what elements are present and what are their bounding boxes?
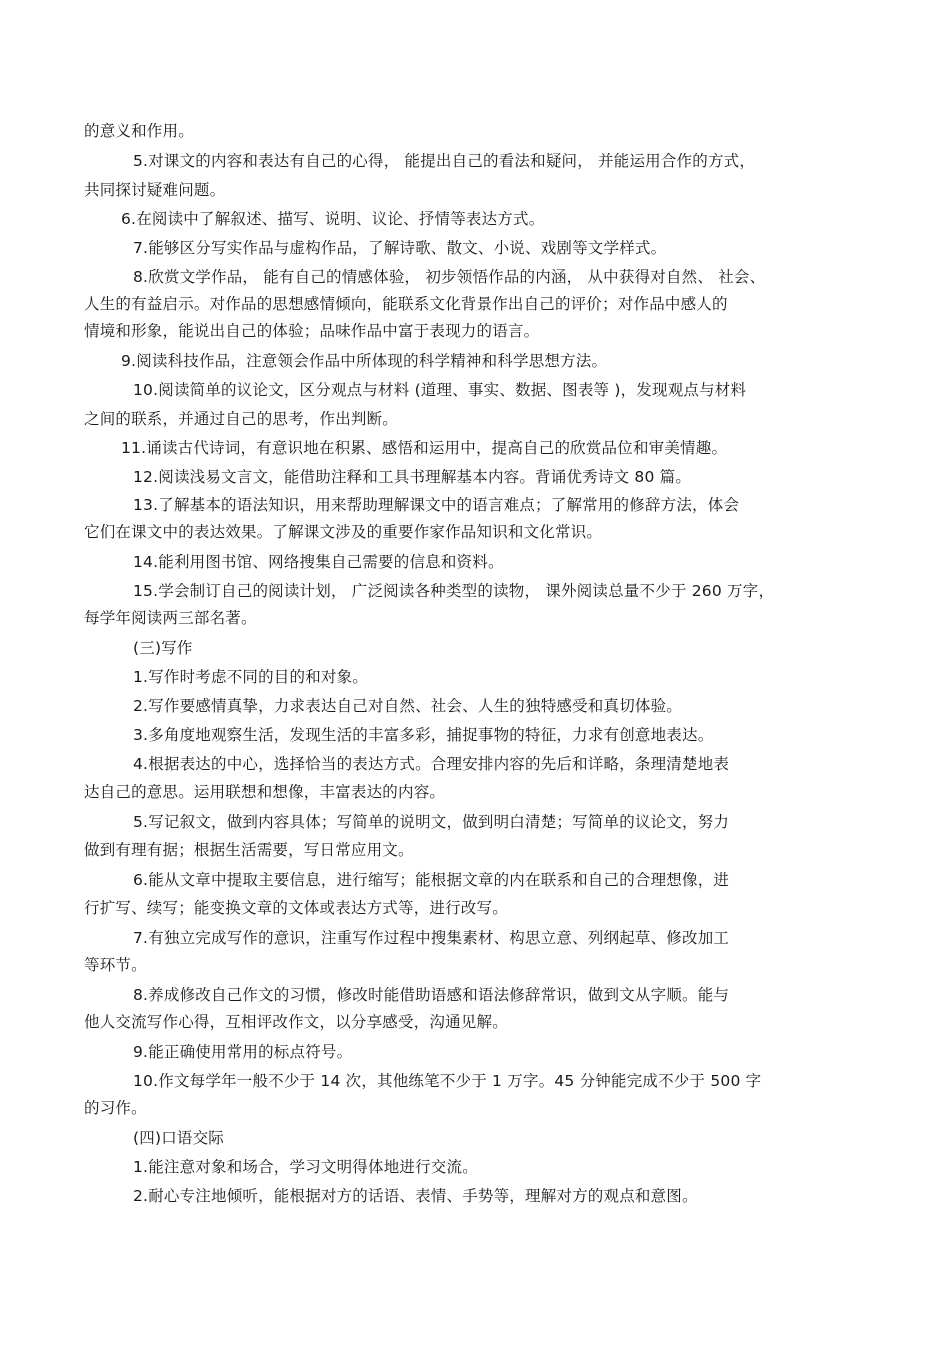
text-line: 8.养成修改自己作文的习惯，修改时能借助语感和语法修辞常识，做到文从字顺。能与 xyxy=(133,986,730,1004)
text-line: 做到有理有据；根据生活需要，写日常应用文。 xyxy=(84,841,414,859)
text-line: 7.能够区分写实作品与虚构作品，了解诗歌、散文、小说、戏剧等文学样式。 xyxy=(133,239,667,257)
text-line: 6.能从文章中提取主要信息，进行缩写；能根据文章的内在联系和自己的合理想像，进 xyxy=(133,871,730,889)
text-line: 13.了解基本的语法知识，用来帮助理解课文中的语言难点；了解常用的修辞方法，体会 xyxy=(133,496,740,514)
text-line: 1.能注意对象和场合，学习文明得体地进行交流。 xyxy=(133,1158,478,1176)
text-line: 2.耐心专注地倾听，能根据对方的话语、表情、手势等，理解对方的观点和意图。 xyxy=(133,1187,698,1205)
text-line: 人生的有益启示。对作品的思想感情倾向，能联系文化背景作出自己的评价；对作品中感人的 xyxy=(84,295,728,313)
text-line: 情境和形象，能说出自己的体验；品味作品中富于表现力的语言。 xyxy=(84,322,540,340)
text-line: 的习作。 xyxy=(84,1099,147,1117)
text-line: 14.能利用图书馆、网络搜集自己需要的信息和资料。 xyxy=(133,553,504,571)
text-line: 的意义和作用。 xyxy=(84,122,194,140)
text-line: 12.阅读浅易文言文，能借助注释和工具书理解基本内容。背诵优秀诗文 80 篇。 xyxy=(133,468,692,486)
text-line: 每学年阅读两三部名著。 xyxy=(84,609,257,627)
text-line: 5.写记叙文，做到内容具体；写简单的说明文，做到明白清楚；写简单的议论文，努力 xyxy=(133,813,730,831)
text-line: 10.作文每学年一般不少于 14 次，其他练笔不少于 1 万字。45 分钟能完成不少于 500 字 xyxy=(133,1072,762,1090)
text-line: 5.对课文的内容和表达有自己的心得， 能提出自己的看法和疑问， 并能运用合作的方式， xyxy=(133,152,756,170)
text-line: 达自己的意思。运用联想和想像，丰富表达的内容。 xyxy=(84,783,446,801)
text-line: 2.写作要感情真挚，力求表达自己对自然、社会、人生的独特感受和真切体验。 xyxy=(133,697,682,715)
section-heading-writing: (三)写作 xyxy=(133,639,193,657)
text-line: 8.欣赏文学作品， 能有自己的情感体验， 初步领悟作品的内涵， 从中获得对自然、 社会、 xyxy=(133,268,766,286)
text-line: 共同探讨疑难问题。 xyxy=(84,181,226,199)
text-line: 之间的联系，并通过自己的思考，作出判断。 xyxy=(84,410,399,428)
text-line: 它们在课文中的表达效果。了解课文涉及的重要作家作品知识和文化常识。 xyxy=(84,523,603,541)
text-line: 10.阅读简单的议论文，区分观点与材料 (道理、事实、数据、图表等 )，发现观点与材料 xyxy=(133,381,747,399)
text-line: 4.根据表达的中心，选择恰当的表达方式。合理安排内容的先后和详略，条理清楚地表 xyxy=(133,755,730,773)
text-line: 他人交流写作心得，互相评改作文，以分享感受，沟通见解。 xyxy=(84,1013,508,1031)
text-line: 6.在阅读中了解叙述、描写、说明、议论、抒情等表达方式。 xyxy=(121,210,545,228)
text-line: 3.多角度地观察生活，发现生活的丰富多彩，捕捉事物的特征，力求有创意地表达。 xyxy=(133,726,714,744)
text-line: 9.能正确使用常用的标点符号。 xyxy=(133,1043,353,1061)
text-line: 11.诵读古代诗词，有意识地在积累、感悟和运用中，提高自己的欣赏品位和审美情趣。 xyxy=(121,439,728,457)
text-line: 等环节。 xyxy=(84,956,147,974)
text-line: 15.学会制订自己的阅读计划， 广泛阅读各种类型的读物， 课外阅读总量不少于 260 万字， xyxy=(133,582,775,600)
section-heading-oral-communication: (四)口语交际 xyxy=(133,1129,224,1147)
text-line: 行扩写、续写；能变换文章的文体或表达方式等，进行改写。 xyxy=(84,899,508,917)
text-line: 1.写作时考虑不同的目的和对象。 xyxy=(133,668,368,686)
text-line: 7.有独立完成写作的意识，注重写作过程中搜集素材、构思立意、列纲起草、修改加工 xyxy=(133,929,730,947)
text-line: 9.阅读科技作品，注意领会作品中所体现的科学精神和科学思想方法。 xyxy=(121,352,608,370)
